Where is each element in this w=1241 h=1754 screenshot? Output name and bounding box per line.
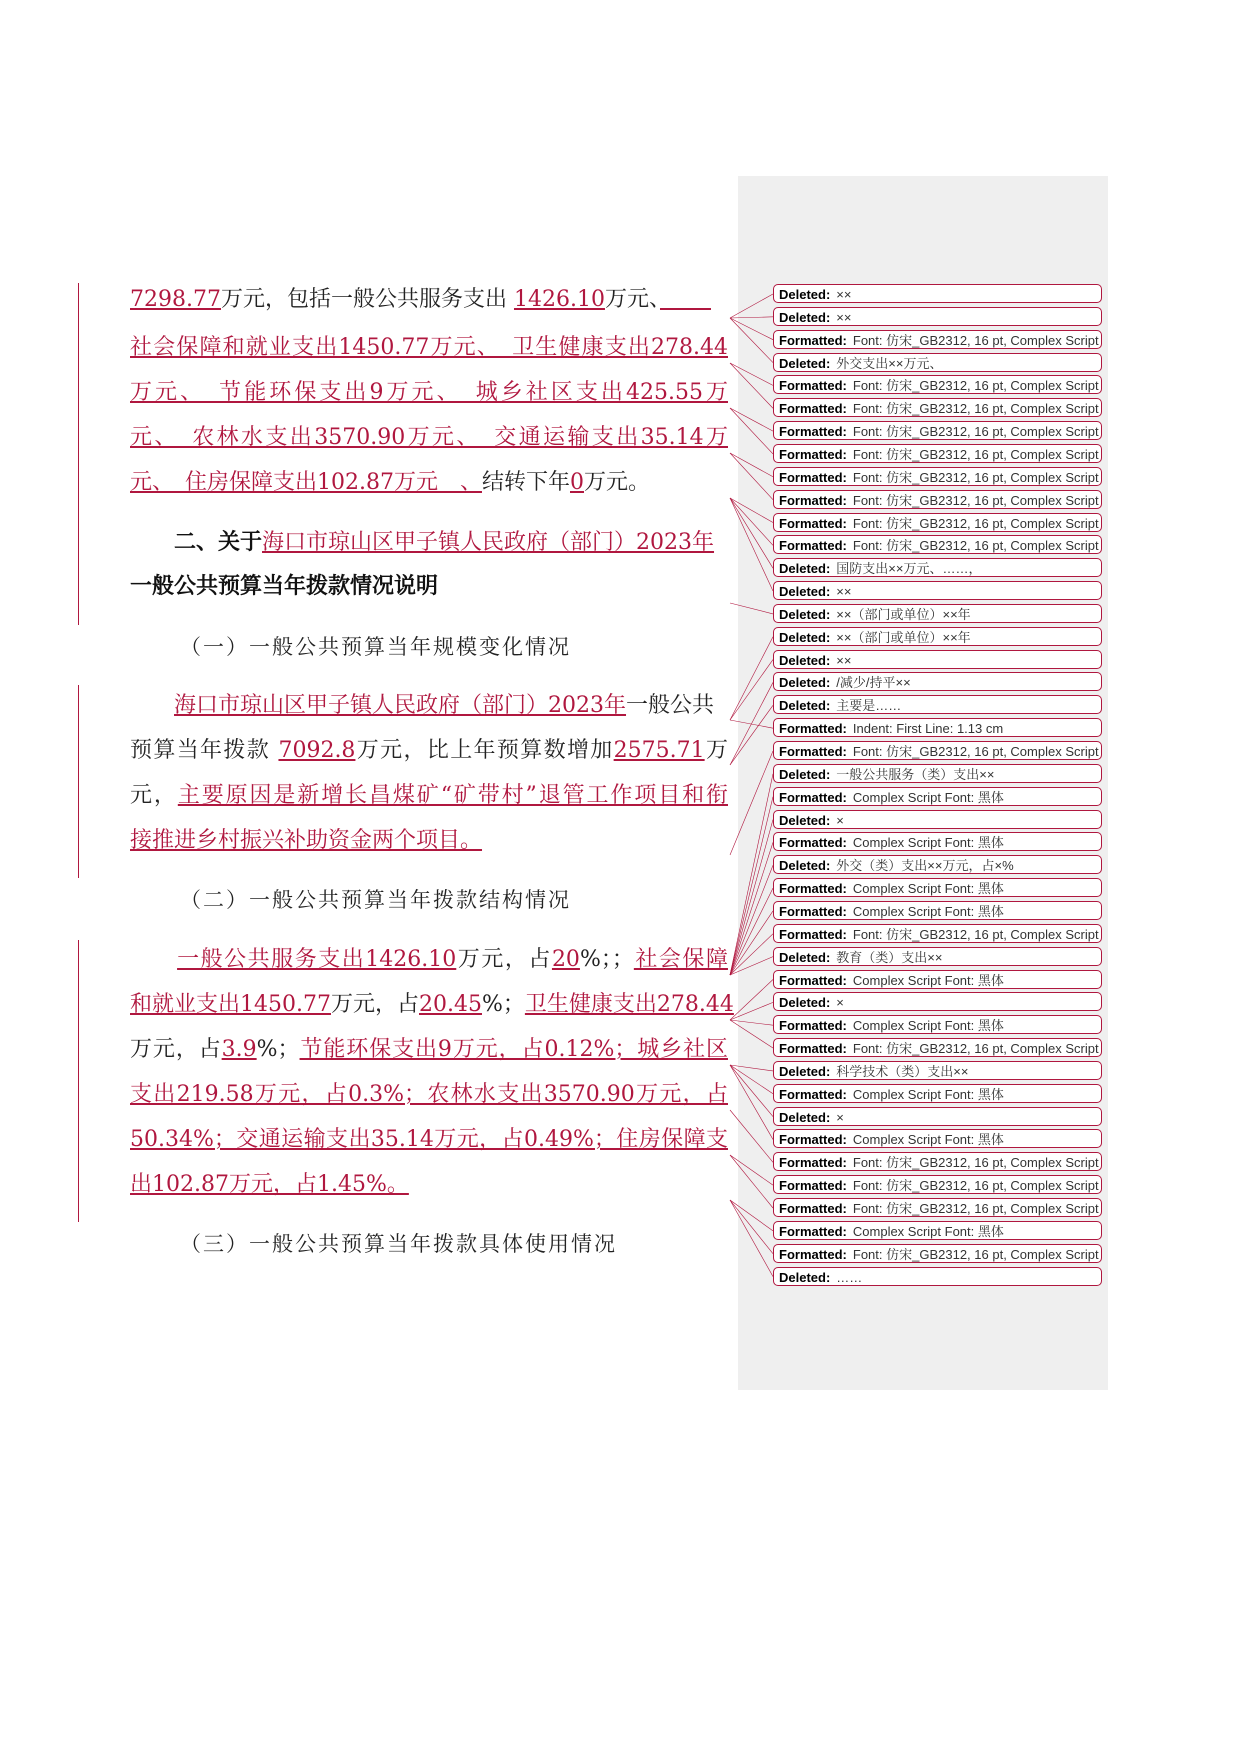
revision-type: Deleted: <box>779 287 831 302</box>
revision-type: Deleted: <box>779 812 831 828</box>
revision-balloon[interactable] <box>773 421 1102 440</box>
revision-detail: Complex Script Font: 黑体 <box>852 1086 1004 1102</box>
text-line <box>180 632 778 662</box>
connector-line <box>730 498 773 591</box>
revision-detail: Font: 仿宋_GB2312, 16 pt, Complex Script <box>852 492 1099 508</box>
text-line <box>130 826 728 856</box>
text-run: %； <box>481 992 525 1017</box>
revision-balloon[interactable] <box>773 284 1102 303</box>
revision-type: Formatted: <box>779 835 847 851</box>
text-line <box>130 1035 728 1065</box>
inserted-text: 7092.8 <box>278 738 356 763</box>
inserted-text: 社会保障 <box>633 947 728 972</box>
connector-line <box>730 1002 773 1020</box>
revision-balloon[interactable] <box>773 1244 1102 1263</box>
revision-detail: 一般公共服务（类）支出×× <box>836 766 995 782</box>
inserted-text: 20 <box>551 947 580 972</box>
revision-balloon[interactable] <box>773 581 1102 600</box>
revision-balloon[interactable] <box>773 901 1102 920</box>
connector-line <box>730 1110 773 1162</box>
connector-line <box>730 720 773 728</box>
inserted-text: 和就业支出1450.77 <box>130 992 331 1017</box>
connector-line <box>730 1065 773 1139</box>
inserted-text <box>660 287 711 312</box>
revision-balloon[interactable] <box>773 1221 1102 1240</box>
revision-type: Deleted: <box>779 561 831 577</box>
revision-balloon[interactable] <box>773 970 1102 989</box>
revision-detail: 外交支出××万元、 <box>836 355 943 371</box>
text-run: 万元、 <box>604 287 660 312</box>
text-line <box>130 1170 728 1200</box>
inserted-text: 0 <box>570 470 584 495</box>
inserted-text: 50.34%；交通运输支出35.14万元，占0.49%；住房保障支 <box>130 1127 728 1152</box>
revision-detail: Font: 仿宋_GB2312, 16 pt, Complex Script <box>852 538 1099 554</box>
revision-type: Formatted: <box>779 492 847 508</box>
revision-detail: Font: 仿宋_GB2312, 16 pt, Complex Script <box>852 332 1099 348</box>
revision-type: Formatted: <box>779 1132 847 1148</box>
text-line <box>130 285 728 315</box>
revision-balloon[interactable] <box>773 832 1102 851</box>
text-run: 万元，占 <box>456 947 552 972</box>
revision-detail: Font: 仿宋_GB2312, 16 pt, Complex Script <box>852 1041 1099 1057</box>
revision-type: Deleted: <box>779 1269 831 1285</box>
text-run: %； <box>256 1037 300 1062</box>
revision-detail: Complex Script Font: 黑体 <box>852 1132 1004 1148</box>
revision-type: Formatted: <box>779 1155 847 1171</box>
revision-balloon[interactable] <box>773 650 1102 669</box>
revision-balloon[interactable] <box>773 1267 1102 1286</box>
text-run: 结转下年 <box>481 470 570 495</box>
revision-type: Formatted: <box>779 881 847 897</box>
revision-balloon[interactable] <box>773 1129 1102 1148</box>
subheading: （二）一般公共预算当年拨款结构情况 <box>180 888 571 912</box>
connector-line <box>730 498 773 545</box>
text-line <box>130 378 728 408</box>
revision-balloon[interactable] <box>773 992 1102 1011</box>
revision-detail: Complex Script Font: 黑体 <box>852 903 1004 919</box>
revision-type: Formatted: <box>779 446 847 462</box>
revision-balloon[interactable] <box>773 1015 1102 1034</box>
connector-line <box>730 1065 773 1094</box>
revision-type: Deleted: <box>779 1109 831 1125</box>
connector-line <box>730 317 773 318</box>
revision-detail: ×× <box>836 584 852 600</box>
revision-type: Deleted: <box>779 949 831 965</box>
connector-line <box>730 682 773 765</box>
revision-balloon[interactable] <box>773 558 1102 577</box>
revision-balloon[interactable] <box>773 764 1102 783</box>
revision-balloon[interactable] <box>773 1107 1102 1126</box>
inserted-text: 万元、 节能环保支出9万元、 城乡社区支出425.55万 <box>130 380 728 405</box>
revision-balloon[interactable] <box>773 741 1102 760</box>
revision-balloon[interactable] <box>773 627 1102 646</box>
inserted-text: 节能环保支出9万元，占0.12%；城乡社区 <box>299 1037 728 1062</box>
inserted-text: 接推进乡村振兴补助资金两个项目。 <box>130 828 483 853</box>
text-line <box>130 945 728 975</box>
text-line <box>180 885 778 915</box>
text-run <box>130 693 174 718</box>
connector-line <box>730 408 773 454</box>
revision-detail: Font: 仿宋_GB2312, 16 pt, Complex Script <box>852 401 1099 417</box>
connector-line <box>730 774 773 975</box>
revision-detail: Indent: First Line: 1.13 cm <box>852 721 1004 737</box>
revision-type: Formatted: <box>779 1246 847 1262</box>
revision-type: Formatted: <box>779 332 847 348</box>
text-line <box>130 468 728 498</box>
revision-detail: Font: 仿宋_GB2312, 16 pt, Complex Script <box>852 926 1099 942</box>
revision-detail: Complex Script Font: 黑体 <box>852 789 1004 805</box>
revision-type: Formatted: <box>779 1018 847 1034</box>
text-line <box>130 333 728 363</box>
text-run: 一般公共 <box>626 693 715 718</box>
text-line <box>130 691 728 721</box>
connector-line <box>730 705 773 765</box>
revision-balloon[interactable] <box>773 1152 1102 1171</box>
revision-balloon[interactable] <box>773 787 1102 806</box>
revision-detail: /减少/持平×× <box>836 675 911 691</box>
revision-balloon[interactable] <box>773 947 1102 966</box>
connector-line <box>730 294 773 318</box>
revision-detail: 主要是…… <box>836 698 902 714</box>
connector-line <box>730 1155 773 1185</box>
revision-type: Deleted: <box>779 766 831 782</box>
revision-type: Deleted: <box>779 309 831 325</box>
inserted-text: 一般公共服务支出1426.10 <box>177 947 457 972</box>
text-run: 万元，占 <box>330 992 419 1017</box>
connector-line <box>730 1200 773 1231</box>
revision-detail: 国防支出××万元、……， <box>836 561 982 577</box>
connector-line <box>730 363 773 385</box>
revision-balloon[interactable] <box>773 695 1102 714</box>
revision-type: Formatted: <box>779 1201 847 1216</box>
revision-balloon[interactable] <box>773 375 1102 394</box>
inserted-text: 元、 住房保障支出102.87万元 、 <box>130 470 482 495</box>
revision-balloon[interactable] <box>773 467 1102 486</box>
revision-type: Deleted: <box>779 1063 831 1079</box>
revision-type: Formatted: <box>779 401 847 417</box>
revision-detail: × <box>836 812 844 828</box>
revision-balloon[interactable] <box>773 1175 1102 1194</box>
revision-type: Deleted: <box>779 652 831 668</box>
revision-type: Formatted: <box>779 1178 847 1194</box>
text-run: 万元，比上年预算数增加 <box>355 738 614 763</box>
connector-line <box>730 498 773 523</box>
revision-type: Deleted: <box>779 355 831 371</box>
connector-line <box>730 980 773 1021</box>
revision-balloon[interactable] <box>773 1198 1102 1217</box>
revision-balloon[interactable] <box>773 672 1102 691</box>
revision-balloon[interactable] <box>773 330 1102 349</box>
revision-type: Deleted: <box>779 629 831 645</box>
revision-type: Formatted: <box>779 721 847 737</box>
inserted-text: 2575.71 <box>613 738 705 763</box>
revision-detail: Complex Script Font: 黑体 <box>852 972 1004 988</box>
subheading: （一）一般公共预算当年规模变化情况 <box>180 635 571 659</box>
text-line <box>130 736 728 766</box>
revision-balloon[interactable] <box>773 490 1102 509</box>
revision-balloon[interactable] <box>773 1061 1102 1080</box>
heading-text: 一般公共预算当年拨款情况说明 <box>130 574 439 599</box>
connector-line <box>730 408 773 431</box>
text-run: 万 <box>704 738 728 763</box>
text-line <box>180 1229 778 1259</box>
revision-type: Formatted: <box>779 926 847 942</box>
text-line <box>130 1125 728 1155</box>
revision-detail: ×× <box>836 287 852 302</box>
revision-detail: Font: 仿宋_GB2312, 16 pt, Complex Script <box>852 446 1099 462</box>
revision-detail: Font: 仿宋_GB2312, 16 pt, Complex Script <box>852 424 1099 440</box>
text-run: 预算当年拨款 <box>130 738 279 763</box>
connector-line <box>730 1155 773 1208</box>
revision-detail: Font: 仿宋_GB2312, 16 pt, Complex Script <box>852 1155 1099 1171</box>
inserted-text: 7298.77 <box>130 287 221 312</box>
revision-type: Formatted: <box>779 378 847 394</box>
revision-detail: 外交（类）支出××万元，占×% <box>836 858 1014 874</box>
revision-type: Formatted: <box>779 1223 847 1239</box>
revision-balloon[interactable] <box>773 444 1102 463</box>
revision-detail: Font: 仿宋_GB2312, 16 pt, Complex Script <box>852 469 1099 485</box>
revision-detail: ×× <box>836 652 852 668</box>
revision-type: Deleted: <box>779 995 831 1011</box>
revision-detail: × <box>836 1109 844 1125</box>
text-run: 万元，包括一般公共服务支出 <box>220 287 514 312</box>
inserted-text: 20.45 <box>419 992 482 1017</box>
revision-balloon[interactable] <box>773 1038 1102 1057</box>
text-run: 万元。 <box>584 470 651 495</box>
revision-balloon[interactable] <box>773 513 1102 532</box>
revision-type: Formatted: <box>779 424 847 440</box>
revision-detail: …… <box>836 1269 863 1285</box>
connector-line <box>730 363 773 408</box>
revision-detail: Complex Script Font: 黑体 <box>852 1223 1004 1239</box>
revision-detail: ××（部门或单位）××年 <box>836 606 971 622</box>
revision-balloon[interactable] <box>773 307 1102 326</box>
revision-type: Formatted: <box>779 469 847 485</box>
revision-balloon[interactable] <box>773 1084 1102 1103</box>
inserted-text: 社会保障和就业支出1450.77万元、 卫生健康支出278.44 <box>130 335 728 360</box>
revision-balloon[interactable] <box>773 810 1102 829</box>
connector-line <box>730 1065 773 1117</box>
revision-detail: 科学技术（类）支出×× <box>836 1063 969 1079</box>
connector-line <box>730 1065 773 1071</box>
revision-type: Formatted: <box>779 1086 847 1102</box>
revision-type: Formatted: <box>779 972 847 988</box>
revision-detail: × <box>836 995 844 1011</box>
inserted-text: 3.9 <box>221 1037 257 1062</box>
revision-detail: Font: 仿宋_GB2312, 16 pt, Complex Script <box>852 1201 1099 1216</box>
revision-detail: Font: 仿宋_GB2312, 16 pt, Complex Script <box>852 744 1099 759</box>
inserted-text: 出102.87万元，占1.45%。 <box>130 1172 409 1197</box>
revision-type: Deleted: <box>779 675 831 691</box>
revision-balloon[interactable] <box>773 535 1102 554</box>
revision-balloon[interactable] <box>773 718 1102 737</box>
revision-type: Formatted: <box>779 789 847 805</box>
revision-type: Formatted: <box>779 1041 847 1057</box>
revision-detail: Complex Script Font: 黑体 <box>852 1018 1004 1034</box>
revision-type: Formatted: <box>779 538 847 554</box>
text-line <box>130 423 728 453</box>
inserted-text: 主要原因是新增长昌煤矿“矿带村”退管工作项目和衔 <box>177 783 728 808</box>
revision-detail: Font: 仿宋_GB2312, 16 pt, Complex Script <box>852 1246 1099 1262</box>
revision-detail: Complex Script Font: 黑体 <box>852 881 1004 897</box>
connector-line <box>730 453 773 477</box>
text-line <box>130 572 728 602</box>
subheading: （三）一般公共预算当年拨款具体使用情况 <box>180 1232 617 1256</box>
inserted-text: 元、 农林水支出3570.90万元、 交通运输支出35.14万 <box>130 425 728 450</box>
revision-detail: ×× <box>836 309 852 325</box>
text-line <box>130 528 728 558</box>
connector-line <box>730 318 773 340</box>
text-line <box>130 1080 728 1110</box>
inserted-text: 卫生健康支出278.44 <box>524 992 734 1017</box>
revision-type: Formatted: <box>779 744 847 759</box>
revision-type: Deleted: <box>779 606 831 622</box>
revision-type: Deleted: <box>779 698 831 714</box>
revision-type: Deleted: <box>779 584 831 600</box>
text-line <box>130 990 734 1020</box>
revision-balloon[interactable] <box>773 855 1102 874</box>
revision-detail: ××（部门或单位）××年 <box>836 629 971 645</box>
revision-type: Deleted: <box>779 858 831 874</box>
connector-line <box>730 660 773 720</box>
revision-balloon[interactable] <box>773 398 1102 417</box>
revision-type: Formatted: <box>779 515 847 531</box>
text-run: 万元，占 <box>130 1037 222 1062</box>
revision-detail: Font: 仿宋_GB2312, 16 pt, Complex Script <box>852 1178 1099 1194</box>
revision-detail: Font: 仿宋_GB2312, 16 pt, Complex Script <box>852 515 1099 531</box>
connector-line <box>730 603 773 614</box>
connector-line <box>730 453 773 500</box>
inserted-text: 海口市琼山区甲子镇人民政府（部门）2023年 <box>262 530 715 555</box>
text-line <box>130 781 728 811</box>
text-run <box>130 947 177 972</box>
inserted-text: 支出219.58万元，占0.3%；农林水支出3570.90万元，占 <box>130 1082 728 1107</box>
revision-balloon[interactable] <box>773 924 1102 943</box>
heading-text: 二、关于 <box>130 530 263 555</box>
revision-detail: Complex Script Font: 黑体 <box>852 835 1004 851</box>
revision-type: Formatted: <box>779 903 847 919</box>
text-run: 元， <box>130 783 178 808</box>
inserted-text: 海口市琼山区甲子镇人民政府（部门）2023年 <box>174 693 627 718</box>
revision-balloon[interactable] <box>773 878 1102 897</box>
revision-detail: 教育（类）支出×× <box>836 949 943 965</box>
connector-line <box>730 498 773 568</box>
revision-balloon[interactable] <box>773 604 1102 623</box>
revision-balloon[interactable] <box>773 353 1102 372</box>
inserted-text: 1426.10 <box>513 287 605 312</box>
text-run: %；； <box>579 947 634 972</box>
revision-detail: Font: 仿宋_GB2312, 16 pt, Complex Script <box>852 378 1099 394</box>
connector-line <box>730 318 773 363</box>
